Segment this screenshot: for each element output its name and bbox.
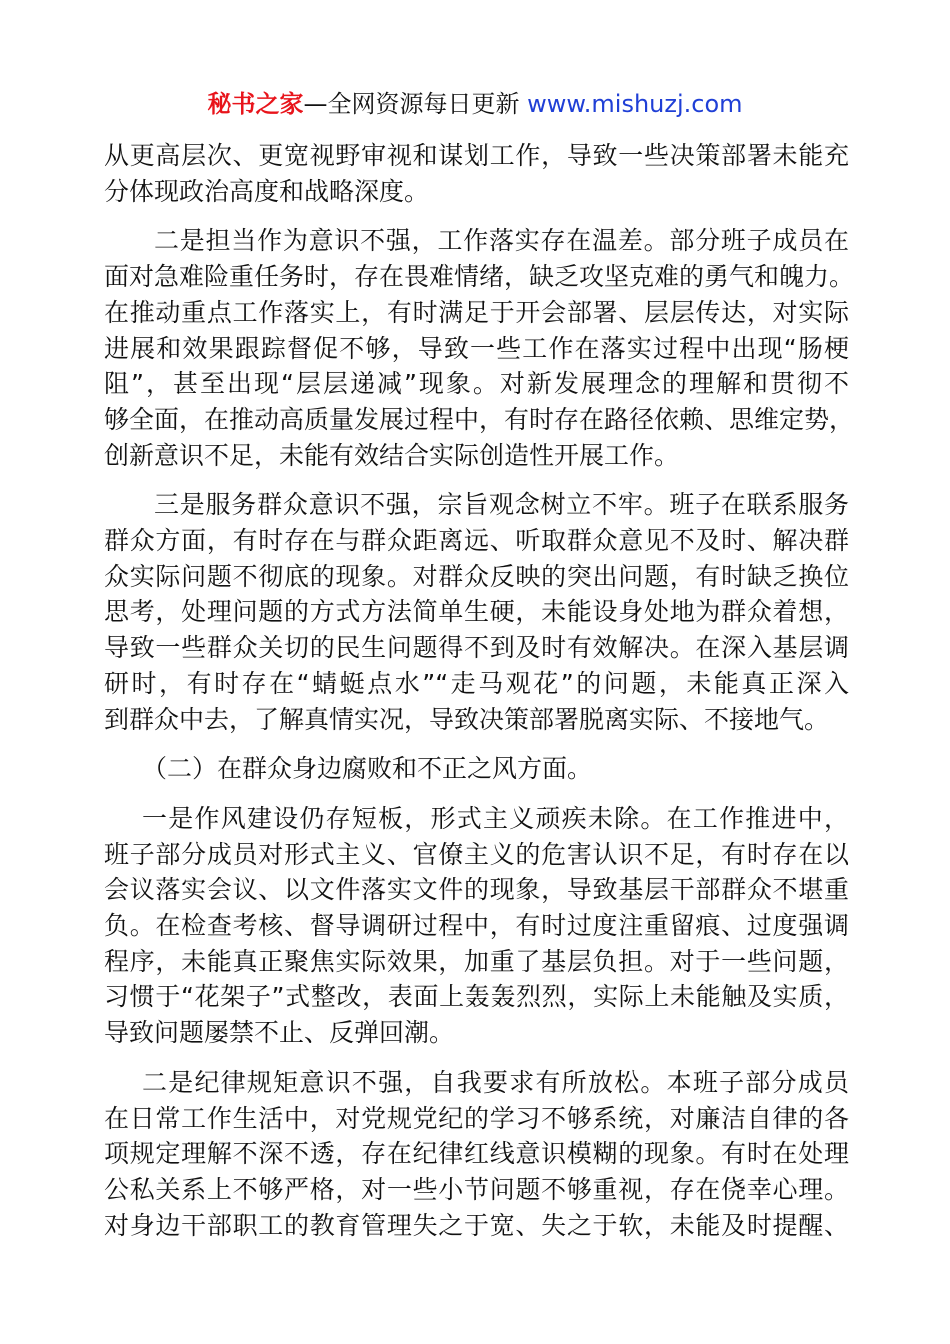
text-line: 班子部分成员对形式主义、官僚主义的危害认识不足，有时存在以 [104,839,849,869]
text-line: 程序，未能真正聚焦实际效果，加重了基层负担。对于一些问题， [104,946,849,976]
document-body [104,138,855,1257]
text-line: 二是担当作为意识不强，工作落实存在温差。部分班子成员在 [154,226,849,256]
text-line: 在推动重点工作落实上，有时满足于开会部署、层层传达，对实际 [104,297,849,327]
paragraph-responsibility [104,223,855,473]
text-line: 够全面，在推动高质量发展过程中，有时存在路径依赖、思维定势， [104,404,855,434]
text-line: 到群众中去，了解真情实况，导致决策部署脱离实际、不接地气。 [104,704,830,734]
site-url-link[interactable]: www.mishuzj.com [527,90,743,118]
text-line: 二是纪律规矩意识不强，自我要求有所放松。本班子部分成员 [142,1067,849,1097]
text-line: 一是作风建设仍存短板，形式主义顽疾未除。在工作推进中， [142,803,849,833]
text-line: 在日常工作生活中，对党规党纪的学习不够系统，对廉洁自律的各 [104,1103,849,1133]
text-line: 导致一些群众关切的民生问题得不到及时有效解决。在深入基层调 [104,633,849,663]
text-line: 三是服务群众意识不强，宗旨观念树立不牢。班子在联系服务 [154,490,849,520]
text-line: 群众方面，有时存在与群众距离远、听取群众意见不及时、解决群 [104,526,849,556]
text-line: 创新意识不足，未能有效结合实际创造性开展工作。 [104,440,680,470]
text-line: 面对急难险重任务时，存在畏难情绪，缺乏攻坚克难的勇气和魄力。 [104,262,855,292]
text-line: 公私关系上不够严格，对一些小节问题不够重视，存在侥幸心理。 [104,1174,849,1204]
paragraph-discipline [104,1065,849,1244]
text-line: 会议落实会议、以文件落实文件的现象，导致基层干部群众不堪重 [104,875,849,905]
text-line: 进展和效果跟踪督促不够，导致一些工作在落实过程中出现“肠梗 [104,333,849,363]
paragraph-serving-masses [104,487,849,737]
section-heading [104,751,849,787]
text-line: 负。在检查考核、督导调研过程中，有时过度注重留痕、过度强调 [104,911,849,941]
text-line: 思考，处理问题的方式方法简单生硬，未能设身处地为群众着想， [104,597,849,627]
text-line: 对身边干部职工的教育管理失之于宽、失之于软，未能及时提醒、 [104,1210,849,1240]
text-line: 分体现政治高度和战略深度。 [104,176,430,206]
paragraph-work-style [104,801,849,1051]
site-header [0,86,950,122]
text-line: （二）在群众身边腐败和不正之风方面。 [142,754,593,784]
text-line: 导致问题屡禁不止、反弹回潮。 [104,1018,455,1048]
text-line: 阻”，甚至出现“层层递减”现象。对新发展理念的理解和贯彻不 [104,369,849,399]
text-line: 习惯于“花架子”式整改，表面上轰轰烈烈，实际上未能触及实质， [104,982,849,1012]
header-slogan: —全网资源每日更新 [303,90,520,118]
text-line: 众实际问题不彻底的现象。对群众反映的突出问题，有时缺乏换位 [104,561,849,591]
brand-name: 秘书之家 [207,90,304,118]
text-line: 研时，有时存在“蜻蜓点水”“走马观花”的问题，未能真正深入 [104,668,849,698]
paragraph-continuation [104,138,849,209]
text-line: 从更高层次、更宽视野审视和谋划工作，导致一些决策部署未能充 [104,141,849,170]
text-line: 项规定理解不深不透，存在纪律红线意识模糊的现象。有时在处理 [104,1139,849,1169]
